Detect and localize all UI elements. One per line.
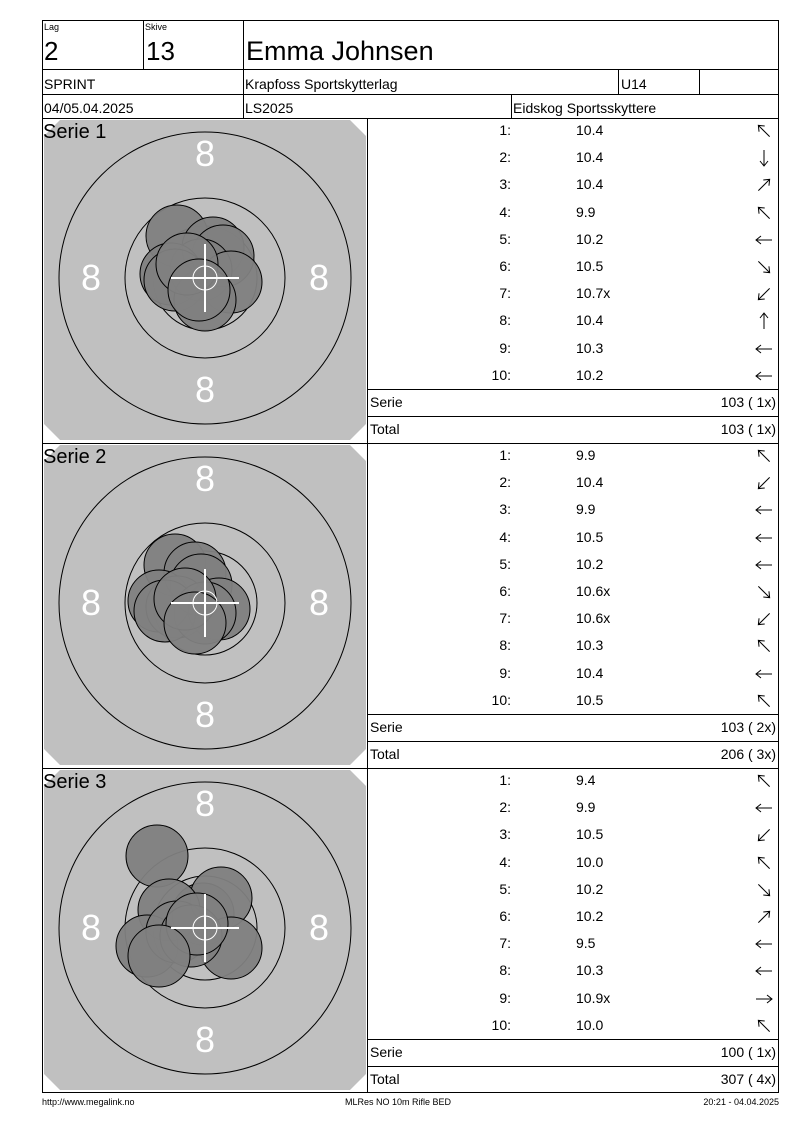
shot-number: 10: bbox=[491, 366, 511, 383]
shot-score: 10.6x bbox=[576, 583, 611, 599]
header-vdiv-class bbox=[618, 69, 619, 94]
shot-number: 1: bbox=[499, 122, 511, 138]
target-image bbox=[44, 770, 366, 1090]
shot-score: 10.2 bbox=[576, 908, 604, 924]
shot-direction-arrow-icon bbox=[754, 989, 774, 1009]
shot-number: 7: bbox=[499, 610, 511, 627]
shot-direction-arrow-icon bbox=[754, 203, 774, 223]
shot-direction-arrow-icon bbox=[754, 366, 774, 386]
shot-direction-arrow-icon bbox=[754, 907, 774, 927]
shot-direction-arrow-icon bbox=[754, 961, 774, 981]
shot-direction-arrow-icon bbox=[754, 853, 774, 873]
shot-direction-arrow-icon bbox=[754, 446, 774, 466]
ring-number-label: 8 bbox=[194, 133, 216, 174]
shot-direction-arrow-icon bbox=[754, 175, 774, 195]
shot-hole bbox=[168, 259, 230, 321]
shot-direction-arrow-icon bbox=[754, 664, 774, 684]
header-divider-3 bbox=[42, 118, 779, 119]
shot-score: 10.2 bbox=[576, 230, 604, 247]
shooter-name: Emma Johnsen bbox=[246, 36, 434, 66]
serie-sum-label: Serie bbox=[370, 719, 403, 735]
shot-number: 4: bbox=[499, 203, 511, 220]
shot-number: 10: bbox=[491, 1016, 511, 1033]
shot-direction-arrow-icon bbox=[754, 528, 774, 548]
serie-title: Serie 3 bbox=[43, 771, 107, 793]
series-vdivider bbox=[367, 443, 368, 768]
shot-score: 9.9 bbox=[576, 501, 596, 518]
shot-score: 9.9 bbox=[576, 799, 596, 816]
shot-score: 9.9 bbox=[576, 447, 596, 463]
serie-summary-divider bbox=[367, 714, 779, 715]
shot-direction-arrow-icon bbox=[754, 582, 774, 602]
shot-number: 5: bbox=[499, 555, 511, 572]
footer-timestamp: 20:21 - 04.04.2025 bbox=[703, 1097, 779, 1107]
shot-score: 10.0 bbox=[576, 853, 604, 870]
shot-number: 7: bbox=[499, 935, 511, 952]
shot-number: 8: bbox=[499, 312, 511, 329]
shot-hole bbox=[128, 925, 190, 987]
shot-direction-arrow-icon bbox=[754, 825, 774, 845]
shot-score: 10.5 bbox=[576, 528, 604, 545]
shot-direction-arrow-icon bbox=[754, 148, 774, 168]
shot-score: 9.5 bbox=[576, 935, 596, 952]
total-sum-value: 103 ( 1x) bbox=[720, 421, 776, 437]
shot-score: 10.7x bbox=[576, 285, 611, 302]
target-image bbox=[44, 120, 366, 440]
shot-score: 10.6x bbox=[576, 610, 611, 627]
shot-number: 6: bbox=[499, 583, 511, 599]
ring-number-label: 8 bbox=[194, 458, 216, 499]
shot-number: 6: bbox=[499, 908, 511, 924]
shot-score: 10.4 bbox=[576, 664, 604, 681]
shot-number: 3: bbox=[499, 501, 511, 518]
shot-number: 4: bbox=[499, 528, 511, 545]
shot-score: 10.3 bbox=[576, 637, 604, 654]
shot-score: 10.0 bbox=[576, 1016, 604, 1033]
shot-number: 7: bbox=[499, 285, 511, 302]
serie-sum-label: Serie bbox=[370, 394, 403, 410]
ring-number-label: 8 bbox=[194, 783, 216, 824]
series-divider bbox=[42, 768, 779, 769]
serie-summary-divider bbox=[367, 389, 779, 390]
serie-sum-label: Serie bbox=[370, 1044, 403, 1060]
shot-direction-arrow-icon bbox=[754, 798, 774, 818]
header-divider-1 bbox=[42, 69, 779, 70]
shot-number: 3: bbox=[499, 826, 511, 843]
target-image bbox=[44, 445, 366, 765]
shot-number: 9: bbox=[499, 664, 511, 681]
shot-score: 9.4 bbox=[576, 772, 596, 788]
event-code: LS2025 bbox=[245, 100, 294, 116]
serie-summary-divider bbox=[367, 1039, 779, 1040]
shot-direction-arrow-icon bbox=[754, 934, 774, 954]
header-vdiv-host bbox=[511, 94, 512, 118]
shot-direction-arrow-icon bbox=[754, 473, 774, 493]
lag-label: Lag bbox=[44, 22, 60, 32]
shot-score: 10.5 bbox=[576, 691, 604, 708]
shot-score: 10.3 bbox=[576, 962, 604, 979]
shot-score: 10.2 bbox=[576, 880, 604, 897]
ring-number-label: 8 bbox=[308, 907, 330, 948]
ring-number-label: 8 bbox=[194, 369, 216, 410]
shot-direction-arrow-icon bbox=[754, 284, 774, 304]
shot-score: 10.4 bbox=[576, 312, 604, 329]
shot-direction-arrow-icon bbox=[754, 311, 774, 331]
shot-number: 1: bbox=[499, 447, 511, 463]
serie-sum-value: 103 ( 2x) bbox=[720, 719, 776, 735]
shot-score: 10.2 bbox=[576, 555, 604, 572]
serie-title: Serie 1 bbox=[43, 121, 107, 143]
shot-score: 9.9 bbox=[576, 203, 596, 220]
ring-number-label: 8 bbox=[308, 582, 330, 623]
header-divider-2 bbox=[42, 94, 779, 95]
shot-direction-arrow-icon bbox=[754, 691, 774, 711]
serie-sum-value: 103 ( 1x) bbox=[720, 394, 776, 410]
shot-direction-arrow-icon bbox=[754, 230, 774, 250]
shot-number: 3: bbox=[499, 176, 511, 193]
shot-number: 2: bbox=[499, 474, 511, 491]
shot-direction-arrow-icon bbox=[754, 609, 774, 629]
shot-score: 10.9x bbox=[576, 989, 611, 1006]
total-summary-divider bbox=[367, 1066, 779, 1067]
ring-number-label: 8 bbox=[194, 1019, 216, 1060]
serie-title: Serie 2 bbox=[43, 446, 107, 468]
club-name: Krapfoss Sportskytterlag bbox=[245, 76, 398, 92]
ring-number-label: 8 bbox=[80, 907, 102, 948]
shot-score: 10.4 bbox=[576, 149, 604, 166]
shot-score: 10.2 bbox=[576, 366, 604, 383]
series-divider bbox=[42, 443, 779, 444]
shot-score: 10.5 bbox=[576, 258, 604, 274]
shot-number: 6: bbox=[499, 258, 511, 274]
shot-number: 8: bbox=[499, 962, 511, 979]
shot-direction-arrow-icon bbox=[754, 339, 774, 359]
skive-label: Skive bbox=[145, 22, 168, 32]
total-sum-label: Total bbox=[370, 746, 400, 762]
lag-value: 2 bbox=[44, 36, 59, 66]
shot-score: 10.4 bbox=[576, 176, 604, 193]
shot-number: 1: bbox=[499, 772, 511, 788]
total-sum-label: Total bbox=[370, 421, 400, 437]
event-date: 04/05.04.2025 bbox=[44, 100, 134, 116]
skive-value: 13 bbox=[146, 36, 175, 66]
total-sum-label: Total bbox=[370, 1071, 400, 1087]
footer-url[interactable]: http://www.megalink.no bbox=[42, 1097, 135, 1107]
shot-direction-arrow-icon bbox=[754, 555, 774, 575]
shot-direction-arrow-icon bbox=[754, 771, 774, 791]
shot-number: 5: bbox=[499, 880, 511, 897]
shot-direction-arrow-icon bbox=[754, 500, 774, 520]
serie-sum-value: 100 ( 1x) bbox=[720, 1044, 776, 1060]
ring-number-label: 8 bbox=[80, 582, 102, 623]
shot-score: 10.4 bbox=[576, 122, 604, 138]
shot-hole bbox=[126, 825, 188, 887]
ring-number-label: 8 bbox=[308, 257, 330, 298]
shot-number: 4: bbox=[499, 853, 511, 870]
shot-direction-arrow-icon bbox=[754, 1016, 774, 1036]
header-vdiv-name bbox=[243, 20, 244, 118]
program-name: SPRINT bbox=[44, 76, 96, 92]
series-vdivider bbox=[367, 118, 368, 443]
shot-number: 2: bbox=[499, 799, 511, 816]
footer-software: MLRes NO 10m Rifle BED bbox=[345, 1097, 452, 1107]
shot-number: 9: bbox=[499, 339, 511, 356]
ring-number-label: 8 bbox=[80, 257, 102, 298]
shot-direction-arrow-icon bbox=[754, 257, 774, 277]
shot-score: 10.3 bbox=[576, 339, 604, 356]
class-name: U14 bbox=[621, 76, 647, 92]
total-summary-divider bbox=[367, 416, 779, 417]
series-vdivider bbox=[367, 768, 368, 1093]
header-vdiv-lag-skive bbox=[143, 20, 144, 69]
shot-score: 10.4 bbox=[576, 474, 604, 491]
shot-score: 10.5 bbox=[576, 826, 604, 843]
host-club: Eidskog Sportsskyttere bbox=[513, 100, 657, 116]
ring-number-label: 8 bbox=[194, 694, 216, 735]
shot-number: 8: bbox=[499, 637, 511, 654]
shot-number: 5: bbox=[499, 230, 511, 247]
shot-direction-arrow-icon bbox=[754, 880, 774, 900]
total-sum-value: 307 ( 4x) bbox=[720, 1071, 776, 1087]
shot-direction-arrow-icon bbox=[754, 636, 774, 656]
total-sum-value: 206 ( 3x) bbox=[720, 746, 776, 762]
shot-direction-arrow-icon bbox=[754, 121, 774, 141]
shot-number: 9: bbox=[499, 989, 511, 1006]
header-vdiv-class-end bbox=[699, 69, 700, 94]
total-summary-divider bbox=[367, 741, 779, 742]
shot-number: 2: bbox=[499, 149, 511, 166]
shot-number: 10: bbox=[491, 691, 511, 708]
